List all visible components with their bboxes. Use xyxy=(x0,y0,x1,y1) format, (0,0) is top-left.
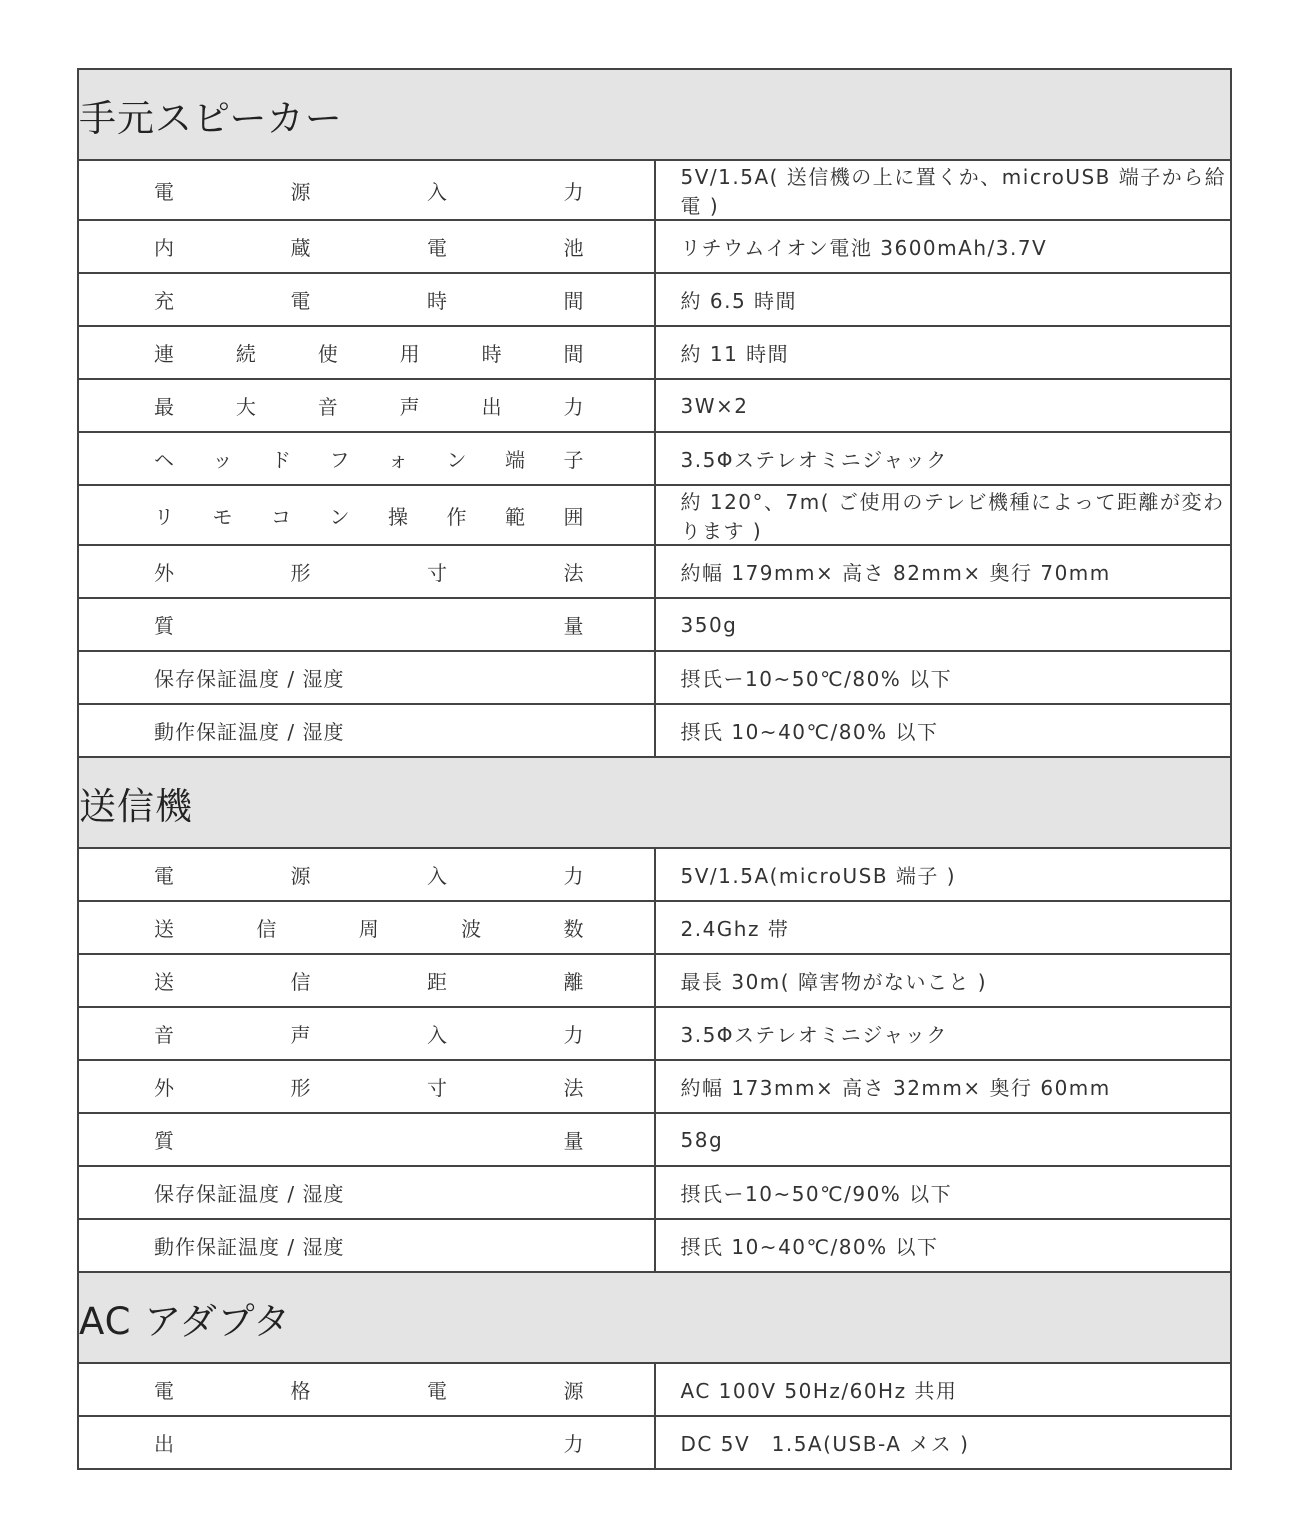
spec-label-char: ン xyxy=(329,504,350,529)
spec-label xyxy=(154,1375,584,1404)
spec-label-char: 池 xyxy=(563,236,584,260)
spec-row xyxy=(78,704,1231,757)
spec-value: DC 5V 1.5A(USB-A メス ) xyxy=(655,1416,1232,1469)
spec-row xyxy=(78,1363,1231,1416)
spec-label-cell xyxy=(78,160,655,220)
spec-label-cell xyxy=(78,1219,655,1272)
spec-label-char: リ xyxy=(154,504,174,529)
spec-label-char: 続 xyxy=(235,342,256,366)
spec-label-char: 法 xyxy=(563,561,584,585)
spec-value: 3W×2 xyxy=(655,379,1232,432)
spec-row xyxy=(78,485,1231,545)
spec-value: リチウムイオン電池 3600mAh/3.7V xyxy=(655,220,1232,273)
spec-value: 摂氏ー10~50℃/90% 以下 xyxy=(655,1166,1232,1219)
spec-label-char: 量 xyxy=(563,1129,584,1153)
spec-label-cell xyxy=(78,704,655,757)
spec-row xyxy=(78,545,1231,598)
spec-label-cell xyxy=(78,432,655,485)
spec-label-char: 寸 xyxy=(427,1076,447,1100)
spec-label xyxy=(154,1019,584,1048)
spec-row xyxy=(78,1219,1231,1272)
spec-label-cell xyxy=(78,1113,655,1166)
spec-label-cell xyxy=(78,848,655,901)
spec-label xyxy=(154,176,584,205)
spec-label-char: 源 xyxy=(290,179,311,204)
spec-label-char: 外 xyxy=(154,561,174,585)
spec-row xyxy=(78,432,1231,485)
spec-label-cell xyxy=(78,901,655,954)
spec-label-char: 充 xyxy=(154,289,174,313)
spec-row xyxy=(78,1416,1231,1469)
spec-label-char: 作 xyxy=(446,504,467,529)
spec-value: 5V/1.5A(microUSB 端子 ) xyxy=(655,848,1232,901)
spec-label xyxy=(154,285,584,314)
section-title: 手元スピーカー xyxy=(78,69,1231,160)
spec-label-char: 質 xyxy=(154,614,174,638)
spec-label-char: ッ xyxy=(212,448,233,472)
spec-label-char: 囲 xyxy=(563,504,584,529)
section-header xyxy=(78,757,1231,848)
spec-label-char: 用 xyxy=(399,342,420,366)
spec-label-cell xyxy=(78,598,655,651)
spec-label xyxy=(154,501,584,530)
spec-label xyxy=(154,1178,584,1207)
spec-label-cell xyxy=(78,651,655,704)
spec-label-char: 操 xyxy=(388,504,408,529)
spec-label-char: 子 xyxy=(563,448,584,472)
spec-value: 約幅 173mm× 高さ 32mm× 奥行 60mm xyxy=(655,1060,1232,1113)
spec-label-char: 時 xyxy=(481,342,502,366)
spec-label-char: 出 xyxy=(481,395,502,419)
spec-row xyxy=(78,598,1231,651)
section-header xyxy=(78,69,1231,160)
spec-label xyxy=(154,1125,584,1154)
spec-label-char: 送 xyxy=(154,970,174,994)
spec-row xyxy=(78,1113,1231,1166)
spec-row xyxy=(78,273,1231,326)
spec-label-char: 間 xyxy=(563,289,584,313)
spec-label xyxy=(154,557,584,586)
spec-value: 5V/1.5A( 送信機の上に置くか、microUSB 端子から給電 ) xyxy=(655,160,1232,220)
spec-label-char: 入 xyxy=(427,864,447,888)
spec-row xyxy=(78,1060,1231,1113)
spec-value: AC 100V 50Hz/60Hz 共用 xyxy=(655,1363,1232,1416)
spec-label-char: 入 xyxy=(427,1023,447,1047)
spec-label xyxy=(154,1428,584,1457)
spec-table xyxy=(77,68,1232,1470)
spec-label-char: 連 xyxy=(154,342,174,366)
spec-label-char: 電 xyxy=(154,179,174,204)
spec-label-cell xyxy=(78,485,655,545)
spec-label-char: フ xyxy=(329,448,350,472)
spec-label-char: 力 xyxy=(563,864,584,888)
spec-label-char: ド xyxy=(271,448,291,472)
spec-label-char: 力 xyxy=(563,1432,584,1456)
spec-label-char: 力 xyxy=(563,395,584,419)
spec-label-char: 出 xyxy=(154,1432,174,1456)
spec-label xyxy=(154,338,584,367)
spec-label-char: 内 xyxy=(154,236,174,260)
spec-label-cell xyxy=(78,379,655,432)
spec-value: 約 120°、7m( ご使用のテレビ機種によって距離が変わります ) xyxy=(655,485,1232,545)
spec-value: 約 6.5 時間 xyxy=(655,273,1232,326)
spec-label-char: 保存保証温度 / 湿度 xyxy=(154,1182,345,1206)
spec-label-char: 電 xyxy=(290,289,311,313)
spec-row xyxy=(78,1166,1231,1219)
spec-label-char: 動作保証温度 / 湿度 xyxy=(154,1235,345,1259)
spec-label-char: 声 xyxy=(290,1023,311,1047)
spec-label xyxy=(154,663,584,692)
spec-label-char: 声 xyxy=(399,395,420,419)
spec-label-char: 寸 xyxy=(427,561,447,585)
spec-label-char: 離 xyxy=(563,970,584,994)
section-title: AC アダプタ xyxy=(78,1272,1231,1363)
spec-label-char: 数 xyxy=(563,917,584,941)
spec-value: 3.5Φステレオミニジャック xyxy=(655,1007,1232,1060)
spec-row xyxy=(78,901,1231,954)
spec-label-cell xyxy=(78,545,655,598)
spec-label xyxy=(154,716,584,745)
spec-label-char: 蔵 xyxy=(290,236,311,260)
spec-label-char: 入 xyxy=(427,179,447,204)
spec-label-char: 信 xyxy=(256,917,277,941)
spec-value: 3.5Φステレオミニジャック xyxy=(655,432,1232,485)
spec-label xyxy=(154,860,584,889)
spec-label-char: 送 xyxy=(154,917,174,941)
spec-row xyxy=(78,954,1231,1007)
spec-value: 最長 30m( 障害物がないこと ) xyxy=(655,954,1232,1007)
spec-value: 摂氏 10~40℃/80% 以下 xyxy=(655,1219,1232,1272)
spec-label-cell xyxy=(78,1007,655,1060)
spec-label-char: ン xyxy=(446,448,467,472)
spec-value: 350g xyxy=(655,598,1232,651)
spec-label-char: モ xyxy=(212,504,233,529)
spec-label-cell xyxy=(78,1363,655,1416)
spec-label xyxy=(154,232,584,261)
spec-label-cell xyxy=(78,326,655,379)
spec-label-char: コ xyxy=(271,504,291,529)
spec-label-char: 時 xyxy=(427,289,447,313)
spec-label-char: 距 xyxy=(427,970,447,994)
spec-value: 約幅 179mm× 高さ 82mm× 奥行 70mm xyxy=(655,545,1232,598)
spec-label-char: 使 xyxy=(317,342,338,366)
spec-label xyxy=(154,1231,584,1260)
spec-value: 約 11 時間 xyxy=(655,326,1232,379)
spec-label-char: 信 xyxy=(290,970,311,994)
spec-label-char: 量 xyxy=(563,614,584,638)
spec-label-char: 音 xyxy=(154,1023,174,1047)
spec-table-body xyxy=(78,69,1231,1469)
spec-label-cell xyxy=(78,1416,655,1469)
spec-label xyxy=(154,1072,584,1101)
spec-row xyxy=(78,379,1231,432)
spec-value: 58g xyxy=(655,1113,1232,1166)
spec-label-char: 音 xyxy=(317,395,338,419)
spec-row xyxy=(78,651,1231,704)
spec-label-char: 周 xyxy=(358,917,379,941)
section-title: 送信機 xyxy=(78,757,1231,848)
spec-label-char: 外 xyxy=(154,1076,174,1100)
spec-label-char: 間 xyxy=(563,342,584,366)
spec-label-char: 源 xyxy=(563,1379,584,1403)
spec-row xyxy=(78,160,1231,220)
spec-row xyxy=(78,326,1231,379)
spec-label-char: 範 xyxy=(505,504,525,529)
spec-label xyxy=(154,966,584,995)
spec-label-char: 端 xyxy=(505,448,525,472)
spec-label-cell xyxy=(78,954,655,1007)
spec-value: 2.4Ghz 帯 xyxy=(655,901,1232,954)
spec-value: 摂氏 10~40℃/80% 以下 xyxy=(655,704,1232,757)
spec-label xyxy=(154,444,584,473)
spec-label-char: 力 xyxy=(563,1023,584,1047)
spec-label xyxy=(154,610,584,639)
spec-label-char: 形 xyxy=(290,1076,311,1100)
spec-row xyxy=(78,220,1231,273)
spec-label-char: 源 xyxy=(290,864,311,888)
spec-label-char: 質 xyxy=(154,1129,174,1153)
spec-row xyxy=(78,1007,1231,1060)
spec-label xyxy=(154,391,584,420)
spec-label-char: 波 xyxy=(461,917,482,941)
spec-label-cell xyxy=(78,273,655,326)
section-header xyxy=(78,1272,1231,1363)
spec-label xyxy=(154,913,584,942)
spec-label-char: 動作保証温度 / 湿度 xyxy=(154,720,345,744)
spec-value: 摂氏ー10~50℃/80% 以下 xyxy=(655,651,1232,704)
spec-label-char: 形 xyxy=(290,561,311,585)
spec-label-char: 法 xyxy=(563,1076,584,1100)
spec-row xyxy=(78,848,1231,901)
spec-label-char: 格 xyxy=(290,1379,311,1403)
spec-label-cell xyxy=(78,220,655,273)
spec-label-char: 保存保証温度 / 湿度 xyxy=(154,667,345,691)
spec-label-char: 大 xyxy=(235,395,256,419)
spec-label-char: 電 xyxy=(154,1379,174,1403)
spec-label-cell xyxy=(78,1060,655,1113)
spec-label-char: 最 xyxy=(154,395,174,419)
spec-label-char: 電 xyxy=(427,236,447,260)
spec-label-char: 電 xyxy=(427,1379,447,1403)
spec-label-char: 力 xyxy=(563,179,584,204)
spec-label-cell xyxy=(78,1166,655,1219)
spec-label-char: 電 xyxy=(154,864,174,888)
spec-label-char: ヘ xyxy=(154,448,174,472)
spec-label-char: ォ xyxy=(388,448,408,472)
